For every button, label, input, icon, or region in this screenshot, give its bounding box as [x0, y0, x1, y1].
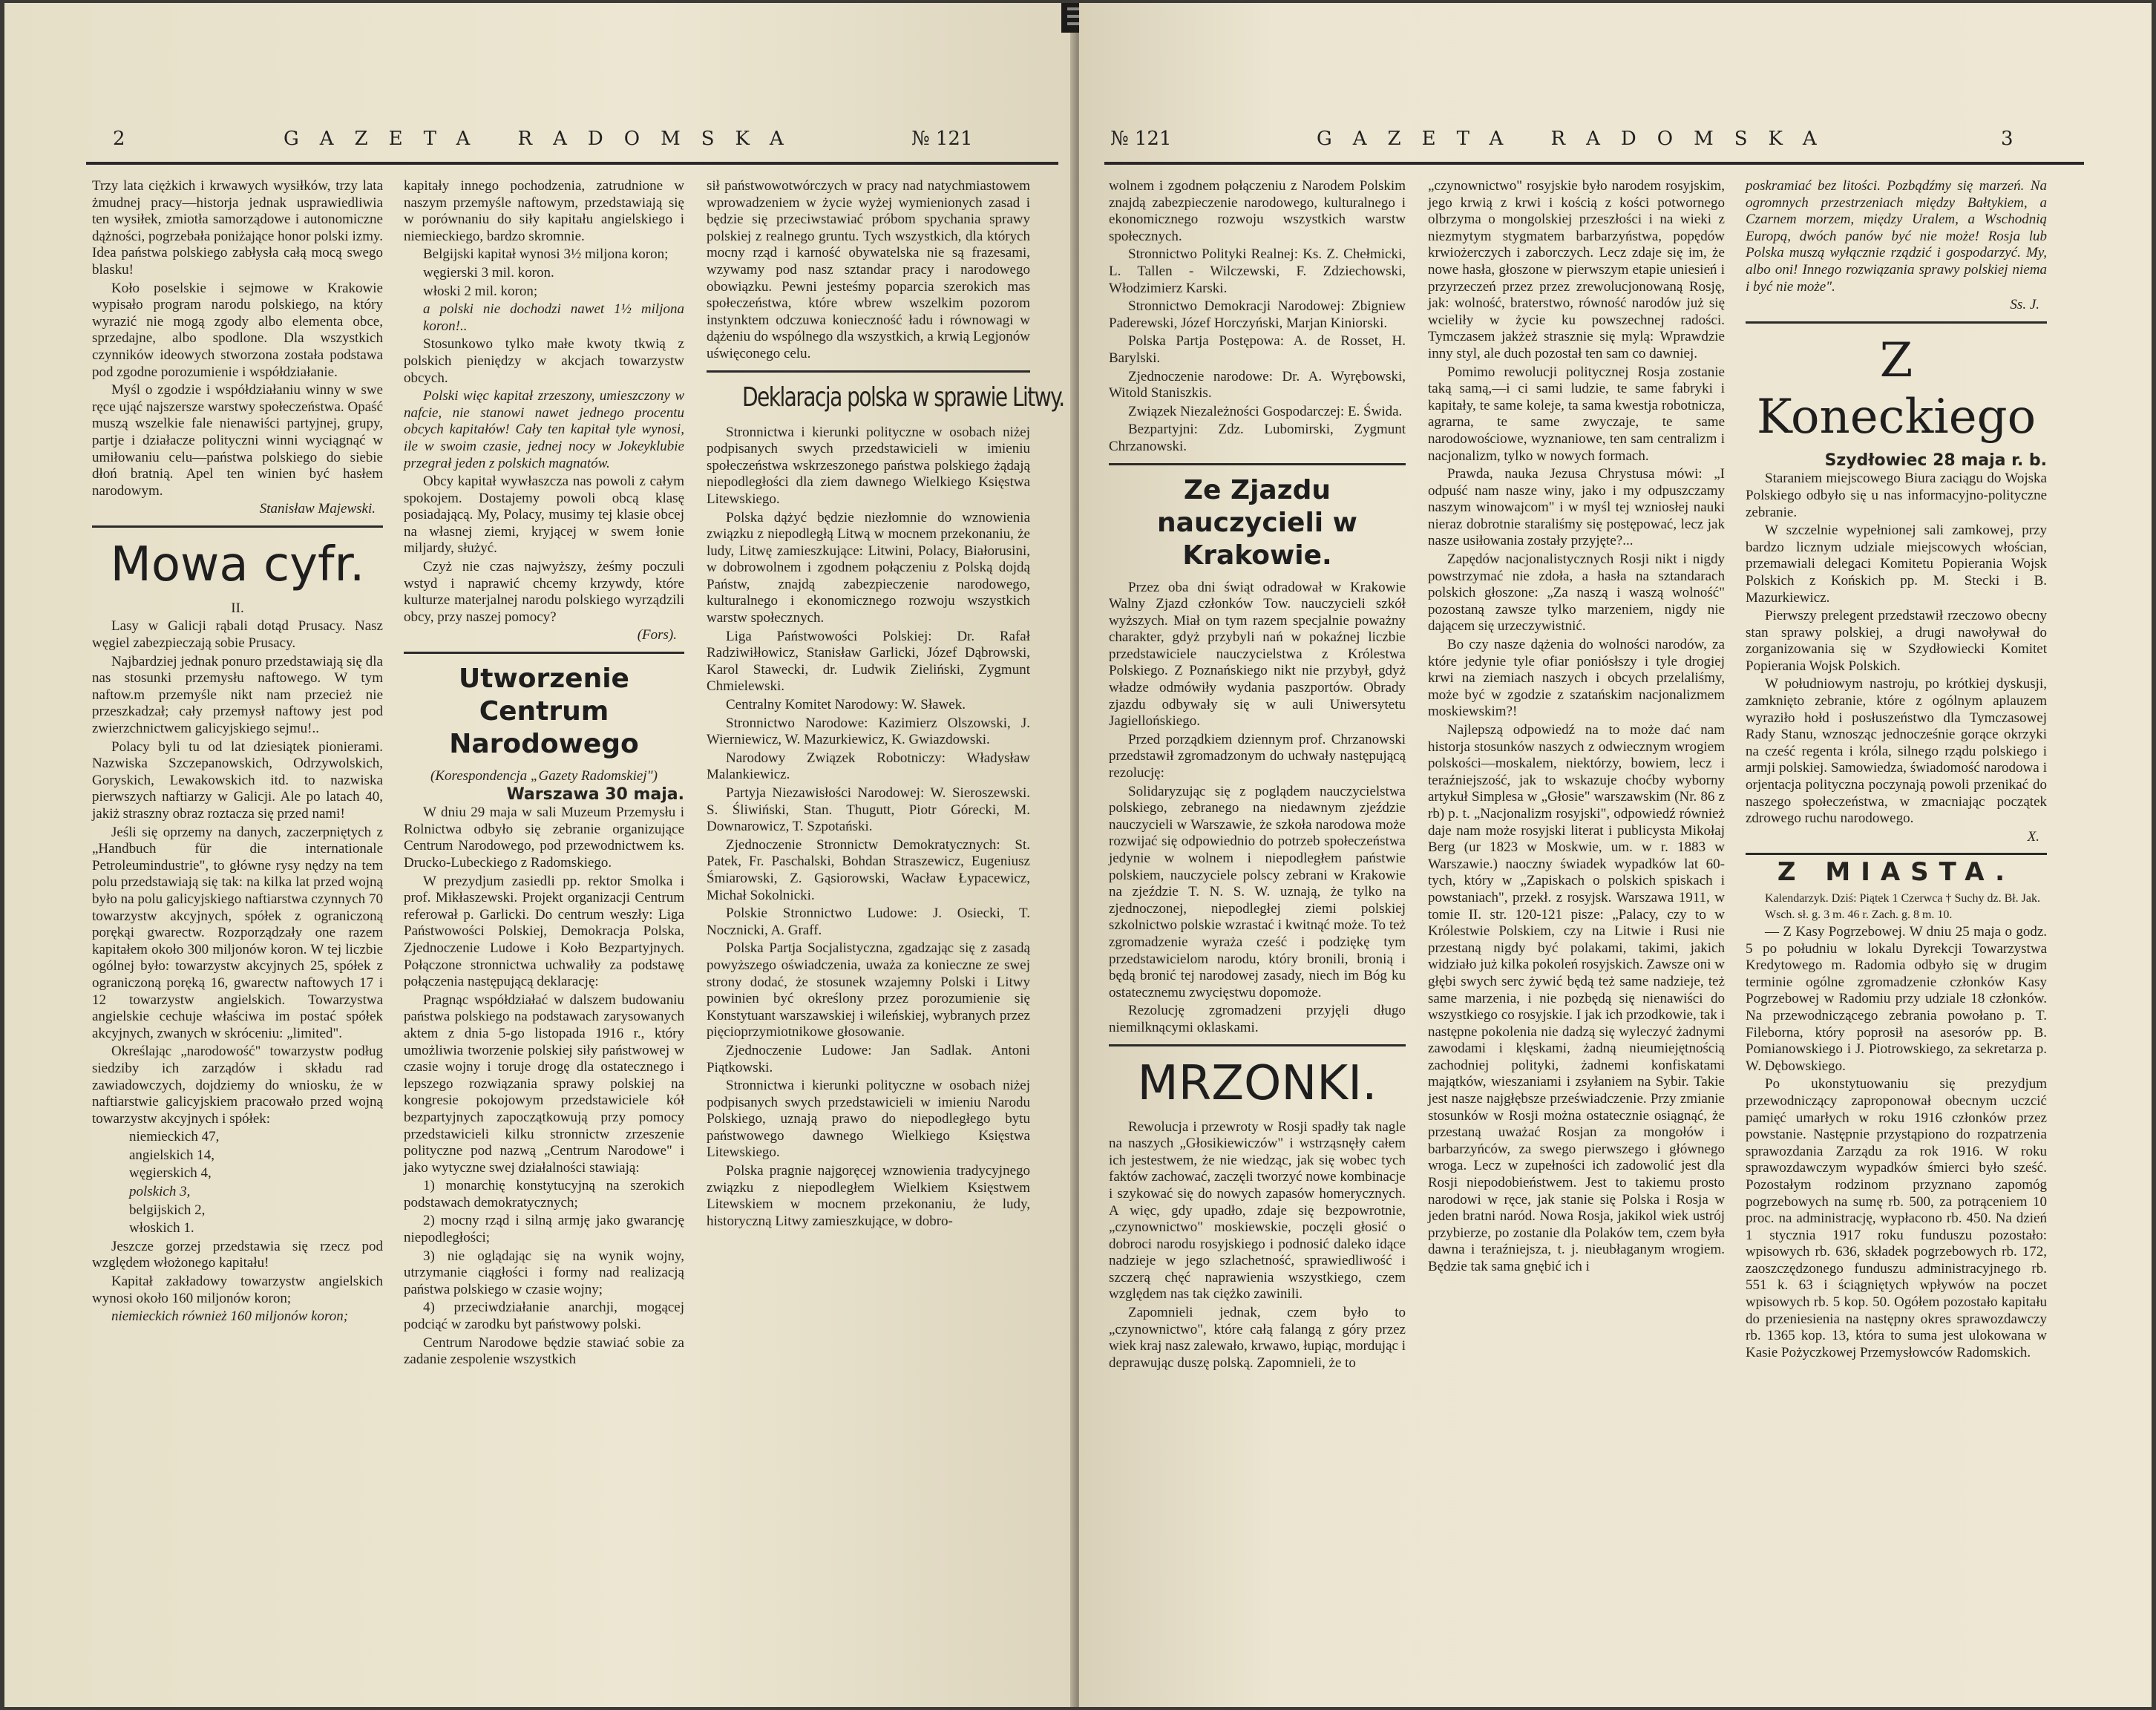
- paragraph: Centralny Komitet Narodowy: W. Sławek.: [726, 697, 966, 713]
- list-item: polskich 3,: [129, 1184, 191, 1200]
- paragraph: Pomimo rewolucji politycznej Rosja zostanie taką samą,—i ci sami ludzie, te same fabryki i kapitały, te same koleje, ta sama kwestja robotnicza, agrarna, te same zwyczaje, te same narodowościowe, wyznaniowe, ten sam centralizm i nacjonalizm, tylko w nowych formach.: [1428, 364, 1725, 464]
- paragraph: Polacy byli tu od lat dziesiątek pionierami. Nazwiska Szczepanowskich, Odrzywolskich, Goryskich, Lewakowskich itd. to nazwiska pierwszych naftiarzy w Galicji. Ale po latach 40, jakiż straszny obraz roztacza się przed nami!: [92, 738, 383, 822]
- paragraph: Obcy kapitał wywłaszcza nas powoli z całym spokojem. Dostajemy powoli obcą klasę posiadającą. My, Polacy, musimy tej klasie obcej na własnej ziemi, kryjącej w swem łonie miljardy, służyć.: [404, 474, 684, 557]
- paragraph: Jeśli się oprzemy na danych, zaczerpniętych z „Handbuch für die internationale Petroleumindustrie", to główne rysy nędzy na tem polu przedstawiają się tak: na kilka lat przed wojną było na polu galicyjskiego naftiarstwa czynnych 70 towarzystw akcyjnych, spółek z ograniczoną porękąi gwarectw. Rozporządzały one razem kapitałem około 300 miljonów koron. W tej liczbie ogólnej było: towarzystw akcyjnych 25, spółek z ograniczoną poręką 16, gwarectw naftowych 17 i 12 towarzystw angielskich. Towarzystwa angielskie cechuje właściwa im postać spółek akcyjnych, zwanych w skróceniu: „limited".: [92, 824, 383, 1041]
- paragraph: Zapędów nacjonalistycznych Rosji nikt i nigdy powstrzymać nie zdoła, a hasła na sztandarach polskich głoszone: „Za naszą i waszą wolność" pozostaną zawsze tylko marzeniem, nigdy nie dającem się urzeczywistnić.: [1428, 551, 1725, 635]
- paragraph: Staraniem miejscowego Biura zaciągu do Wojska Polskiego odbyło się u nas informacyjno-polityczne zebranie.: [1746, 471, 2047, 520]
- paragraph: Jeszcze gorzej przedstawia się rzecz pod względem włożonego kapitału!: [92, 1238, 383, 1271]
- header-rule: [86, 162, 1058, 165]
- column-f: [1746, 178, 2047, 1363]
- paragraph: Przez oba dni świąt odradował w Krakowie Walny Zjazd członków Tow. nauczycieli szkół wyższych. Miał on tym razem specjalnie poważny charakter, gdyż przybyli nań w pokaźnej liczbie przedstawiciele nauczycielstwa z Królestwa Polskiego. Z Poznańskiego nikt nie przybył, gdyż władze odmówiły wydania paszportów. Obrady zjazdu odbywały się w auli Uniwersytetu Jagiellońskiego.: [1109, 579, 1406, 730]
- list-item: węgierski 3 mil. koron.: [423, 264, 554, 281]
- list-item: 1) monarchię konstytucyjną na szerokich podstawach demokratycznych;: [404, 1178, 684, 1211]
- left-page: [4, 3, 1073, 1707]
- paragraph: W południowym nastroju, po krótkiej dyskusji, zamknięto zebranie, które z ogólnym aplauzem wyraziło hołd i posłuszeństwo dla Tymczasowej Rady Stanu, wznosząc jednocześnie gorące okrzyki na cześć regenta i króla, silnego rządu polskiego i armji polskiej. Samowiedza, świadomość narodowa i orjentacja polityczna poczynają powoli przenikać do naszego społeczeństwa, w zmacniając początek zdrowego ruchu narodowego.: [1746, 676, 2047, 827]
- paragraph: „czynownictwo" rosyjskie było narodem rosyjskim, jego krwią z krwi i kością z kości potwornego olbrzyma o mongolskiej przeszłości i na wieki z niezmytym stygmatem barbarzyństwa, popędów krwiożerczych i zaborczych. Lecz zdaje się im, że nowe hasła, głoszone w pierwszym etapie uniesień i przyrzeczeń przez przez zrewolucjonowaną Rosję, jak: wolność, braterstwo, równość narodów już się wcieliły w życie ku powszechnej radości. Tymczasem jakżeż strasznie się mylą: Wprawdzie inny styl, ale duch pozostał ten sam co dawniej.: [1428, 178, 1725, 361]
- column-a: [92, 178, 383, 1327]
- issue-number: № 121: [1110, 128, 1172, 150]
- paragraph: Polski więc kapitał zrzeszony, umieszczony w nafcie, nie stanowi nawet jednego procentu obcych kapitałów! Cały ten kapitał tyle wynosi, ile w swoim czasie, jednej nocy w Jokeyklubie przegrał jeden z polskich magnatów.: [404, 388, 684, 471]
- paragraph: Solidaryzując się z poglądem nauczycielstwa polskiego, zebranego na niedawnym zjeździe nauczycieli w Warszawie, że szkoła narodowa może rozwijać się odpowiednio do potrzeb społeczeństwa jedynie w wolnem i niepodległem państwie polskiem, nauczyciele polscy zebrani w Krakowie na zjeździe T. N. S. W. uznają, że tylko na zjednoczonej, niepodległej ziemi polskiej szkolnictwo polskie wzrastać i kwitnąć może. To też zgromadzenie wyraża cześć i podziękę tym przedstawicielom narodu, który bronili, bronią i będą bronić tej narodowej zasady, niech im Bóg ku ostatecznemu zwycięstwu dopomoże.: [1109, 783, 1406, 1000]
- list-item: 3) nie oglądając się na wynik wojny, utrzymanie ciągłości i formy nad realizacją państwa polskiego w czasie wojny;: [404, 1248, 684, 1297]
- divider: [1746, 853, 2047, 855]
- paragraph: Myśl o zgodzie i współdziałaniu winny w swe ręce ująć najszersze warstwy społeczeństwa. Opaść muszą wszelkie fale nienawiści partyjnej, grupy, partje i działacze polityczni winni wyciągnąć w umiłowaniu celu—państwa polskiego do siebie dłoń bratnią. Apel ten winien być hasłem narodowym.: [92, 382, 383, 499]
- newspaper-spread: [4, 3, 2152, 1707]
- paragraph: Rezolucję zgromadzeni przyjęli długo niemilknącymi oklaskami.: [1109, 1003, 1406, 1035]
- divider: [1109, 1044, 1406, 1046]
- list-item: 4) przeciwdziałanie anarchji, mogącej podciąć w zarodku byt państwowy polski.: [404, 1300, 684, 1333]
- paragraph: Polska pragnie najgoręcej wznowienia tradycyjnego związku z niepodległem Wielkiem Księstwem Litewskiem w mocnem przekonaniu, że ludy, historyczną Litwy zamieszkujące, w dobro-: [707, 1163, 1030, 1229]
- column-d: [1109, 178, 1406, 1373]
- paragraph: Najlepszą odpowiedź na to może dać nam historja stosunków naszych z odwiecznym wrogiem polskości—moskalem, niektórzy, bowiem, lecz i teraźniejszość, jak to wskazuje choćby wyborny artykuł Simplesa w „Głosie" warszawskim (Nr. 86 z rb) p. t. „Nacjonalizm rosyjski", odpowiedź również daje nam może rosyjski literat i publicysta Mikołaj Berg (ur 1823 w Moskwie, um. w r. 1883 w Warszawie.) naoczny świadek wypadków lat 60-tych, który w „Zapiskach o polskich spiskach i powstaniach", przekł. z rosyjsk. Warszawa 1911, w tomie II. str. 120-121 pisze: „Palacy, czy to w Królestwie Polskiem, czy na Litwie i Rusi nie przestaną nigdy być polakami, takimi, jakich widziało już kilka pokoleń rosyjskich. Zawsze oni w głębi swych serc żywić będą też same nadzieje, też same marzenia, i nie pozbędą się nienawiści do wszystkiego co rosyjskie. I jak ich przodkowie, tak i następne pokolenia nie dadzą się wyleczyć żadnymi zawodami i klęskami, żadną nieumiejętnością zachodniej polityki, żadnemi konfiskatami majątków, wieszaniami i zsyłaniem na Sybir. Takie jest nasze najgłębsze przeświadczenie. Przy zmianie stosunków w Rosji można ostatecznie osiągnąć, że przestaną uważać Rosjan za mongołów i barbarzyńców, za swego pierwszego i głównego wroga. Lecz w zupełności ich zadowolić jest dla Rosji niepodobieństwem. Jest to takiemu prosto narodowi w ręce, jak stanie się Polska i Rosja w jeden bratni naród. Nowa Rosja, jakikol wiek ustrój przybierze, po zostanie dla Polaków tem, czem była dawna i teraźniejsza, t. j. nieubłaganym wrogiem. Będzie tak sama gnębić ich i: [1428, 722, 1725, 1274]
- paragraph: Po ukonstytuowaniu się prezydjum przewodniczący zaproponował obecnym uczcić pamięć umarłych w roku 1916 członków przez powstanie. Następnie przystąpiono do rozpatrzenia sprawozdania Zarządu za rok 1916. W roku sprawozdawczym wypadków śmierci było sześć. Pozostałym rodzinom przyznano zapomóg pogrzebowych na sumę rb. 500, za potrąceniem 10 proc. na administrację, wypłacono rb. 450. Na dzień 1 stycznia 1917 roku funduszu pozostało: wpisowych rb. 636, składek pogrzebowych rb. 172, zaoszczędzonego funduszu administracyjnego rb. 551 k. 63 i ściągniętych wpływów na poczet wpisowych rb. 5 kop. 50. Ogółem pozostało kapitału do przeniesienia na następny okres sprawozdawczy rb. 1365 kop. 13, która to suma jest ulokowana w Kasie Pożyczkowej Przemysłowców Radomskich.: [1746, 1076, 2047, 1360]
- divider: [404, 652, 684, 654]
- header-rule: [1104, 162, 2084, 165]
- masthead-title: GAZETA RADOMSKA: [1317, 128, 1838, 150]
- paragraph: Najbardziej jednak ponuro przedstawiają się dla nas stosunki przemysłu naftowego. W tym naftow.m przemyśle nikt nam przecież nie przeszkadzał; cały przemysł naftowy jest pod zwierzchnictwem galicyjskiego sejmu!..: [92, 653, 383, 737]
- right-header: [1079, 128, 2152, 157]
- page-number: 2: [113, 128, 125, 150]
- paragraph: — Z Kasy Pogrzebowej. W dniu 25 maja o godz. 5 po południu w lokalu Dyrekcji Towarzystwa Kredytowego m. Radomia odbyło się w drugim terminie ogólne zgromadzenie członków Kasy Pogrzebowej w Radomiu przy udziale 18 członków. Na przewodniczącego zebrania powołano p. T. Fileborna, który poprosił na asesorów pp. B. Pomianowskiego i J. Piotrowskiego, za sekretarza p. W. Dębowskiego.: [1746, 924, 2047, 1074]
- paragraph: niemieckich również 160 miljonów koron;: [111, 1308, 349, 1325]
- paragraph: Pragnąc współdziałać w dalszem budowaniu państwa polskiego na podstawach zarysowanych aktem z dnia 5-go listopada 1916 r., który umożliwia tworzenie polskiej siły państwowej w czasie wojny i toruje drogę dla ostatecznego i lepszego rozwiązania sprawy polskiej na kongresie pokojowym przedstawiciele kół bezpartyjnych zapoczątkowują przy pomocy przedstawicieli kilku stronnictw zrzeszenie polityczne pod nazwą „Centrum Narodowe" i jako wytyczne swej działalności stawiają:: [404, 992, 684, 1176]
- paragraph: Narodowy Związek Robotniczy: Władysław Malankiewicz.: [707, 750, 1030, 783]
- paragraph: W szczelnie wypełnionej sali zamkowej, przy bardzo licznym udziale miejscowych włościan, przemawiali delegaci Komitetu Popierania Wojsk Polskich z Końskich pp. M. Stecki i B. Mazurkiewicz.: [1746, 522, 2047, 606]
- dateline: Szydłowiec 28 maja r. b.: [1824, 451, 2047, 470]
- divider: [1746, 321, 2047, 324]
- paragraph: Określając „narodowość" towarzystw podług siedziby ich zarządów i składu rad zawiadowczych, dojdziemy do wniosku, że w naftiarstwie galicyjskiem pracowało przed wojną towarzystw akcyjnych i spółek:: [92, 1044, 383, 1127]
- list-item: 2) mocny rząd i silną armję jako gwarancję niepodległości;: [404, 1213, 684, 1246]
- list-item: węgierskich 4,: [129, 1165, 212, 1182]
- paragraph: W prezydjum zasiedli pp. rektor Smolka i prof. Mikłaszewski. Projekt organizacji Centrum referował p. Garlicki. Do centrum weszły: Liga Państwowości Polskiej, Demokracja Polska, Zjednoczenie Ludowe i Koło Bezpartyjnych. Połączone stronnictwa uchwaliły za podstawę połączenia następującą deklarację:: [404, 873, 684, 990]
- section-number: II.: [231, 600, 244, 616]
- list-item: włoskich 1.: [129, 1220, 194, 1236]
- paragraph: Belgijski kapitał wynosi 3½ miljona koron;: [423, 246, 669, 263]
- paragraph: wolnem i zgodnem połączeniu z Narodem Polskim znajdą zabezpieczenie narodowego, kulturalnego i ekonomicznego rozwoju wszystkich warstw społecznych.: [1109, 178, 1406, 244]
- divider: [707, 370, 1030, 373]
- headline: MRZONKI.: [1137, 1055, 1377, 1111]
- headline: Z Koneckiego: [1756, 332, 2037, 445]
- page-number: 3: [2001, 128, 2014, 150]
- paragraph: Polskie Stronnictwo Ludowe: J. Osiecki, T. Nocznicki, A. Graff.: [707, 905, 1030, 938]
- paragraph: Polska Partja Postępowa: A. de Rosset, H. Barylski.: [1109, 333, 1406, 366]
- calendar-note: Kalendarzyk. Dziś: Piątek 1 Czerwca † Suchy dz. Bł. Jak.: [1765, 892, 2041, 905]
- list-item: a polski nie dochodzi nawet 1½ miljona koron!..: [423, 301, 684, 334]
- column-c: [707, 178, 1064, 1231]
- list-item: niemieckich 47,: [129, 1129, 220, 1145]
- calendar-note: Wsch. sł. g. 3 m. 46 r. Zach. g. 8 m. 10.: [1765, 908, 1953, 921]
- signature: Stanisław Majewski.: [259, 501, 376, 517]
- paragraph: Stronnictwa i kierunki polityczne w osobach niżej podpisanych swych przedstawicieli w imieniu społeczeństwa wskrzeszonego państwa polskiego żądają niepodległości dla ziem dawnego Wielkiego Księstwa Litewskiego.: [707, 424, 1030, 507]
- right-page: [1079, 3, 2152, 1707]
- column-e: [1428, 178, 1725, 1277]
- list-item: włoski 2 mil. koron;: [423, 283, 538, 299]
- paragraph: Lasy w Galicji rąbali dotąd Prusacy. Nasz węgiel zabezpieczają sobie Prusacy.: [92, 618, 383, 652]
- paragraph: Zjednoczenie narodowe: Dr. A. Wyrębowski, Witold Staniszkis.: [1109, 368, 1406, 402]
- paragraph: poskramiać bez litości. Pozbądźmy się marzeń. Na ogromnych przestrzeniach między Bałtykiem, a Czarnem morzem, między Uralem, a Wschodnią Europą, dwóch panów być nie może! Rosja lub Polska muszą wyłącznie rządzić i gospodarzyć. My, albo oni! Innego rozwiązania sprawy polskiej niema i być nie może".: [1746, 178, 2047, 295]
- headline: Deklaracja polska w sprawie Litwy.: [741, 381, 1064, 413]
- paragraph: Przed porządkiem dziennym prof. Chrzanowski przedstawił zgromadzonym do uchwały następującą rezolucję:: [1109, 731, 1406, 782]
- paragraph: Trzy lata ciężkich i krwawych wysiłków, trzy lata żmudnej pracy—historja jednak usprawiedliwia ten wysiłek, zmiotła samorządowe i autonomiczne dążności, pogrzebała poniżające honor polski izmy. Idea państwa polskiego zabłysła całą mocą swego blasku!: [92, 178, 383, 278]
- list-item: belgijskich 2,: [129, 1202, 206, 1218]
- paragraph: Bezpartyjni: Zdz. Lubomirski, Zygmunt Chrzanowski.: [1109, 422, 1406, 454]
- paragraph: sił państwowotwórczych w pracy nad natychmiastowem wprowadzeniem w życie wyżej wymienionych zasad i będzie się przeciwstawiać próbom spychania sprawy polskiej z realnego gruntu. Tych wszystkich, dla których mocny rząd i karność obywatelska nie są frazesami, wzywamy pod nasz sztandar pracy i narodowego obowiązku. Pewni jesteśmy poparcia szerokich mas społeczeństwa, które wbrew wszelkim pozorom instynktem odczuwa konieczność ładu i równowagi w dążeniu do wspólnego dla wszystkich, a krwią Legjonów uświęconego celu.: [707, 178, 1030, 361]
- headline: Mowa cyfr.: [110, 537, 365, 592]
- paragraph: Stronnictwa i kierunki polityczne w osobach niżej podpisanych swych przedstawicieli w imieniu Narodu Polskiego, uznają prawo do niepodległego bytu państwowego dawnego Wielkiego Księstwa Litewskiego.: [707, 1078, 1030, 1161]
- headline: Utworzenie Centrum Narodowego: [449, 664, 639, 760]
- divider: [92, 525, 383, 528]
- paragraph: Prawda, nauka Jezusa Chrystusa mówi: „I odpuść nam nasze winy, jako i my odpuszczamy naszym winowajcom" i w myśl tej wzniosłej nauki nieraz dobrotnie staraliśmy się postępować, lecz jak nasze usiłowania zostały przyjęte?...: [1428, 466, 1725, 549]
- signature: X.: [2027, 828, 2039, 845]
- paragraph: Czyż nie czas najwyższy, żeśmy poczuli wstyd i naprawić chcemy krzywdy, które kulturze materjalnej narodu polskiego wyrządzili obcy, przy naszej pomocy?: [404, 559, 684, 625]
- column-b: [404, 178, 684, 1370]
- signature: Ss. J.: [2010, 297, 2039, 313]
- paragraph: Partyja Niezawisłości Narodowej: W. Sieroszewski. S. Śliwiński, Stan. Thugutt, Piotr Górecki, M. Downarowicz, T. Szpotański.: [707, 785, 1030, 835]
- paragraph: Koło poselskie i sejmowe w Krakowie wypisało program narodu polskiego, na który wyrazić nie mogą zgody albo elementa obce, sprzedajne, albo spodlone. Dla wszystkich czynników ideowych stworzona została podstawa pod zgodne porozumienie i współdziałanie.: [92, 280, 383, 380]
- paragraph: Pierwszy prelegent przedstawił rzeczowo obecny stan sprawy polskiej, a drugi nawoływał do zorganizowania się w Szydłowiecki Komitet Popierania Wojsk Polskich.: [1746, 608, 2047, 674]
- paragraph: Zjednoczenie Stronnictw Demokratycznych: St. Patek, Fr. Paschalski, Bohdan Straszewicz, Eugeniusz Śmiarowski, Z. Gąsiorowski, Wacław Łypacewicz, Michał Sokolnicki.: [707, 836, 1030, 903]
- capital-list: [404, 265, 684, 335]
- divider: [1109, 463, 1406, 465]
- paragraph: Liga Państwowości Polskiej: Dr. Rafał Radziwiłłowicz, Stanisław Garlicki, Józef Dąbrowski, Karol Stawecki, dr. Ludwik Zieliński, Zygmunt Chmielewski.: [707, 628, 1030, 695]
- left-header: [4, 128, 1073, 157]
- section-heading: Z MIASTA.: [1777, 857, 2016, 888]
- paragraph: Stronnictwo Demokracji Narodowej: Zbigniew Paderewski, Józef Horczyński, Marjan Kiniorski.: [1109, 298, 1406, 331]
- paragraph: Polska dążyć będzie niezłomnie do wznowienia związku z niepodległą Litwą w mocnem przekonaniu, że ludy, Litwę zamieszkujące: Litwini, Polacy, Białorusini, w dobrowolnem i zgodnem połączeniu z Polską dojdą Państw, znajdą zabezpieczenie narodowego, kulturalnego i ekonomicznego rozwoju wszystkich warstw społecznych.: [707, 509, 1030, 626]
- stats-list: [92, 1129, 383, 1237]
- headline: Ze Zjazdu nauczycieli w Krakowie.: [1157, 474, 1357, 571]
- byline: (Korespondencja „Gazety Radomskiej"): [430, 768, 658, 784]
- signature: (Fors).: [637, 627, 677, 643]
- paragraph: Centrum Narodowe będzie stawiać sobie za zadanie zespolenie wszystkich: [404, 1334, 684, 1368]
- paragraph: Bo czy nasze dążenia do wolności narodów, za które jedynie tyle ofiar poniósłszy i tyle drogiej krwi na ziemiach naszych i obcych przelaliśmy, może być w zgodzie z szatańskim nacjonalizmem moskiewskim?!: [1428, 637, 1725, 720]
- paragraph: Zapomnieli jednak, czem było to „czynownictwo", które całą falangą z góry przez wiek kraj nasz zalewało, krwawo, łupiąc, mordując i deprawując duszę polską. Zapomnieli, że to: [1109, 1305, 1406, 1371]
- paragraph: Zjednoczenie Ludowe: Jan Sadlak. Antoni Piątkowski.: [707, 1042, 1030, 1075]
- paragraph: Związek Niezależności Gospodarczej: E. Świda.: [1128, 403, 1403, 419]
- paragraph: kapitały innego pochodzenia, zatrudnione w naszym przemyśle naftowym, przedstawiają się w porównaniu do siły kapitału angielskiego i niemieckiego, bardzo skromnie.: [404, 178, 684, 244]
- paragraph: Polska Partja Socjalistyczna, zgadzając się z zasadą powyższego oświadczenia, uważa za konieczne ze swej strony dodać, że stosunek wzajemny Polski i Litwy powinien być określony przez porozumienie się Konstytuant warszawskiej i wileńskiej, wybranych przez pięcioprzymiotnikowe głosowanie.: [707, 940, 1030, 1041]
- paragraph: Rewolucja i przewroty w Rosji spadły tak nagle na naszych „Głosikiewiczów" i wstrząsnęły całem ich jestestwem, że nie wiedząc, jak się wobec tych faktów zachować, zaczęli tworzyć nowe kombinacje i szykować się do nowych zapasów homerycznych. A więc, gdy upadło, zdaje się bezpowrotnie, „czynownictwo" moskiewskie, poczęli głosić o dobroci narodu rosyjskiego i podnosić daleko idące nadzieje w jego szlachetność, sprawiedliwość i szczerą chęć naprawienia wszystkiego, czem względem nas tak ciężko zawinili.: [1109, 1118, 1406, 1303]
- paragraph: W dniu 29 maja w sali Muzeum Przemysłu i Rolnictwa odbyło się zebranie organizujące Centrum Narodowego, pod przewodnictwem ks. Drucko-Lubeckiego z Radomskiego.: [404, 805, 684, 871]
- paragraph: Kapitał zakładowy towarzystw angielskich wynosi około 160 miljonów koron;: [92, 1274, 383, 1306]
- paragraph: Stosunkowo tylko małe kwoty tkwią z polskich pieniędzy w akcjach towarzystw obcych.: [404, 336, 684, 386]
- issue-number: № 121: [911, 128, 973, 150]
- list-item: angielskich 14,: [129, 1147, 215, 1163]
- paragraph: Stronnictwo Polityki Realnej: Ks. Z. Chełmicki, L. Tallen - Wilczewski, F. Zdziechowski, Włodzimierz Karski.: [1109, 246, 1406, 296]
- dateline: Warszawa 30 maja.: [506, 784, 684, 804]
- paragraph: Stronnictwo Narodowe: Kazimierz Olszowski, J. Wierniewicz, W. Mazurkiewicz, K. Gwiazdowski.: [707, 715, 1030, 748]
- masthead-title: GAZETA RADOMSKA: [284, 128, 805, 150]
